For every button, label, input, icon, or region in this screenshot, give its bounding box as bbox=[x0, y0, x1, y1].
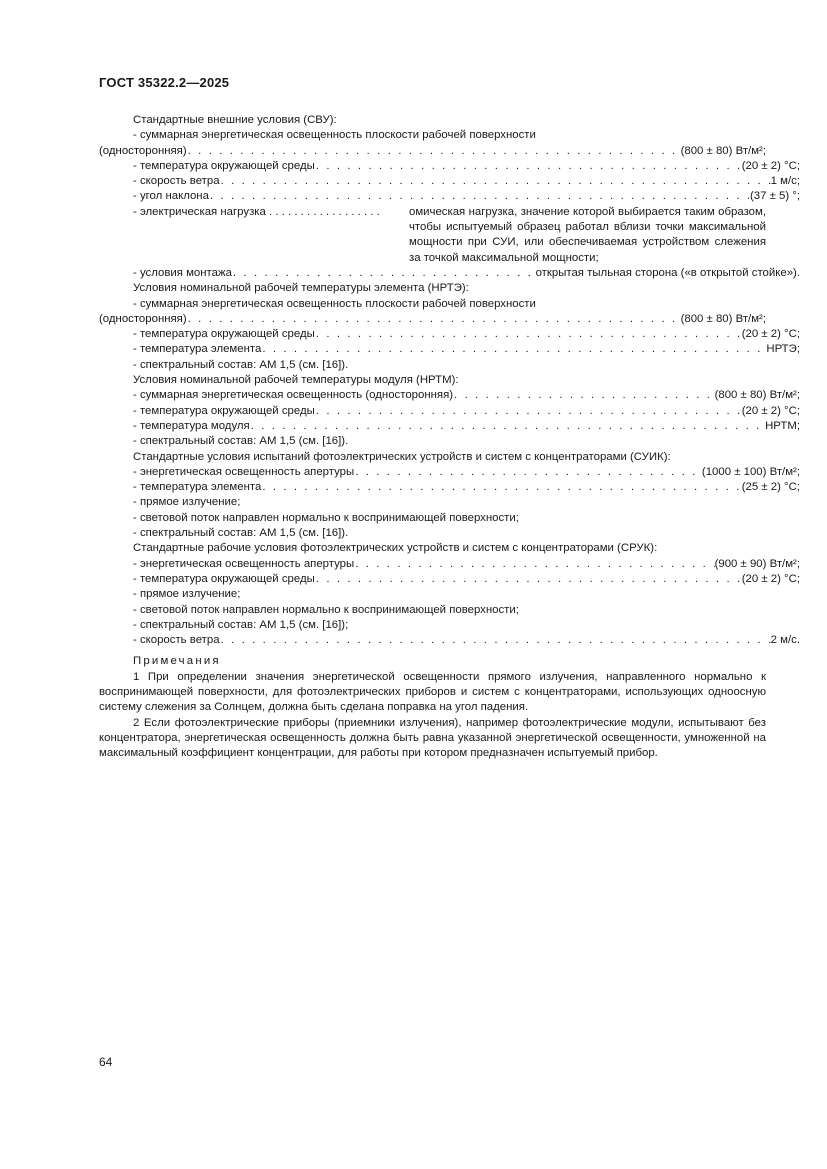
suik-cell-value: (25 ± 2) °C; bbox=[741, 481, 800, 494]
svu-irradiance-row bbox=[99, 144, 766, 159]
nrte-spectrum: - спектральный состав: АМ 1,5 (см. [16]). bbox=[133, 358, 349, 371]
suik-irradiance-value: (1000 ± 100) Вт/м²; bbox=[701, 465, 800, 478]
svu-tilt-label: - угол наклона bbox=[133, 190, 209, 203]
svu-load-label: - электрическая нагрузка bbox=[133, 205, 266, 218]
svu-wind-label: - скорость ветра bbox=[133, 175, 220, 188]
svu-wind-value: 1 м/с; bbox=[770, 175, 800, 188]
nrte-temp-label: - температура окружающей среды bbox=[133, 328, 315, 341]
nrte-irradiance-line1: - суммарная энергетическая освещенность плоскости рабочей поверхности bbox=[133, 297, 536, 310]
sruk-wind-row bbox=[99, 633, 800, 648]
nrtm-module-label: - температура модуля bbox=[133, 419, 250, 432]
nrte-cell-value: НРТЭ; bbox=[766, 343, 800, 356]
note-2: 2 Если фотоэлектрические приборы (приемники излучения), например фотоэлектрические модули, испытывают без концентратора, энергетическая освещенность должна быть равна указанной энергетической освещенности, умноженной на максимальный коэффициент концентрации, для работы при котором предназначен испытуемый прибор. bbox=[99, 716, 766, 760]
nrtm-irradiance-label: - суммарная энергетическая освещенность (односторонняя) bbox=[133, 389, 454, 402]
suik-spectrum: - спектральный состав: АМ 1,5 (см. [16]). bbox=[133, 527, 349, 540]
nrtm-module-row bbox=[99, 419, 800, 434]
svu-irradiance-line1: - суммарная энергетическая освещенность плоскости рабочей поверхности bbox=[133, 129, 536, 142]
svu-title: Стандартные внешние условия (СВУ): bbox=[133, 114, 337, 126]
nrtm-title: Условия номинальной рабочей температуры модуля (НРТМ): bbox=[133, 374, 459, 387]
sruk-title: Стандартные рабочие условия фотоэлектрических устройств и систем с концентраторами (СРУК): bbox=[133, 542, 658, 555]
sruk-wind-value: 2 м/с. bbox=[770, 634, 800, 647]
sruk-irradiance-value: (900 ± 90) Вт/м²; bbox=[714, 557, 800, 570]
svu-load-row: - электрическая нагрузка . . . . . . . . . . . . . . . . . . омическая нагрузка, значение которой выбирается таким образом, чтобы испытуемый образец работал вблизи точки максимальной мощности при СУИ, или обеспечиваемая устройством слежения за точкой максимальной мощности; bbox=[99, 205, 766, 266]
nrtm-temp-label: - температура окружающей среды bbox=[133, 404, 315, 417]
svu-mount-row bbox=[99, 266, 800, 281]
nrte-irradiance-label: (односторонняя) bbox=[99, 312, 187, 325]
suik-cell-label: - температура элемента bbox=[133, 481, 262, 494]
svu-tilt-row bbox=[99, 189, 800, 204]
document-header: ГОСТ 35322.2—2025 bbox=[99, 75, 230, 90]
suik-flux: - световой поток направлен нормально к воспринимающей поверхности; bbox=[133, 511, 519, 524]
svu-temp-label: - температура окружающей среды bbox=[133, 159, 315, 172]
sruk-temp-value: (20 ± 2) °C; bbox=[741, 572, 800, 585]
suik-cell-row bbox=[99, 480, 800, 495]
suik-irradiance-row bbox=[99, 465, 800, 480]
nrtm-irradiance-row bbox=[99, 388, 800, 403]
nrtm-module-value: НРТМ; bbox=[765, 419, 800, 432]
svu-mount-label: - условия монтажа bbox=[133, 266, 232, 279]
suik-irradiance-label: - энергетическая освещенность апертуры bbox=[133, 465, 355, 478]
svu-wind-row bbox=[99, 174, 800, 189]
sruk-irradiance-label: - энергетическая освещенность апертуры bbox=[133, 557, 355, 570]
nrtm-temp-row bbox=[99, 404, 800, 419]
page-number: 64 bbox=[99, 1055, 113, 1069]
nrte-temp-row bbox=[99, 327, 800, 342]
nrte-cell-label: - температура элемента bbox=[133, 343, 262, 356]
note-1: 1 При определении значения энергетической освещенности прямого излучения, направленного нормально к воспринимающей поверхности, для фотоэлектрических приборов и систем с концентраторами, использующих одноосную систему слежения за Солнцем, должна быть сделана поправка на угол падения. bbox=[99, 670, 766, 714]
nrte-temp-value: (20 ± 2) °C; bbox=[741, 328, 800, 341]
sruk-wind-label: - скорость ветра bbox=[133, 634, 220, 647]
sruk-temp-label: - температура окружающей среды bbox=[133, 572, 315, 585]
sruk-direct: - прямое излучение; bbox=[133, 588, 241, 601]
nrte-cell-row bbox=[99, 342, 800, 357]
document-body bbox=[99, 113, 800, 761]
nrtm-spectrum: - спектральный состав: АМ 1,5 (см. [16]). bbox=[133, 435, 349, 448]
svu-temp-value: (20 ± 2) °C; bbox=[741, 159, 800, 172]
svu-load-text: омическая нагрузка, значение которой выбирается таким образом, чтобы испытуемый образец работал вблизи точки максимальной мощности при СУИ, или обеспечиваемая устройством слежения за точкой максимальной мощности; bbox=[409, 205, 766, 264]
suik-title: Стандартные условия испытаний фотоэлектрических устройств и систем с концентраторами (СУИК): bbox=[133, 450, 671, 463]
nrte-title: Условия номинальной рабочей температуры элемента (НРТЭ): bbox=[133, 282, 469, 295]
svu-tilt-value: (37 ± 5) °; bbox=[749, 190, 800, 203]
suik-direct: - прямое излучение; bbox=[133, 496, 241, 509]
svu-temp-row bbox=[99, 159, 800, 174]
nrte-irradiance-row bbox=[99, 312, 766, 327]
nrte-irradiance-value: (800 ± 80) Вт/м²; bbox=[680, 312, 766, 325]
sruk-irradiance-row bbox=[99, 557, 800, 572]
sruk-temp-row bbox=[99, 572, 800, 587]
svu-mount-value: открытая тыльная сторона («в открытой стойке»). bbox=[535, 266, 800, 279]
svu-irradiance-value: (800 ± 80) Вт/м²; bbox=[680, 144, 766, 157]
nrtm-temp-value: (20 ± 2) °C; bbox=[741, 404, 800, 417]
nrtm-irradiance-value: (800 ± 80) Вт/м²; bbox=[714, 389, 800, 402]
svu-irradiance-label: (односторонняя) bbox=[99, 144, 187, 157]
sruk-flux: - световой поток направлен нормально к воспринимающей поверхности; bbox=[133, 603, 519, 616]
sruk-spectrum: - спектральный состав: АМ 1,5 (см. [16]); bbox=[133, 618, 349, 631]
notes-title: Примечания bbox=[133, 655, 221, 668]
